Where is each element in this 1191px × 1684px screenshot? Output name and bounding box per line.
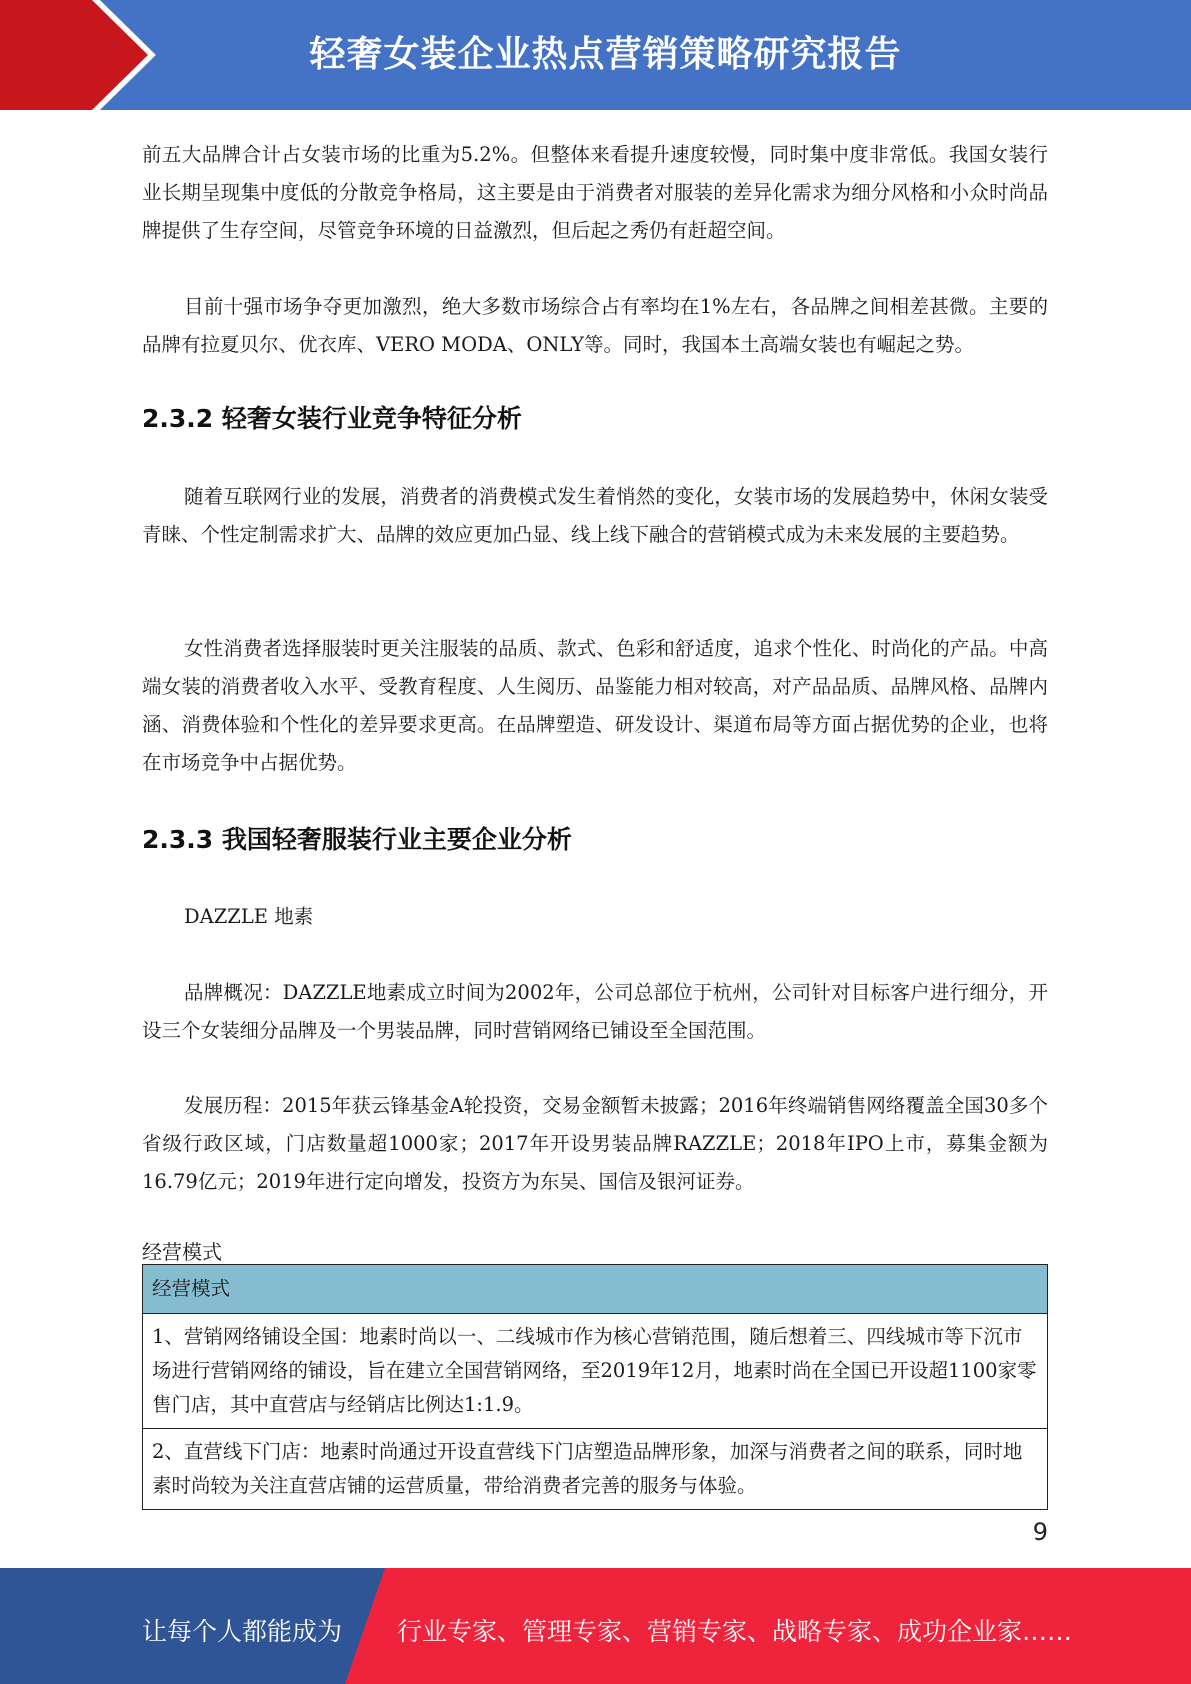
table-row <box>143 1429 1048 1510</box>
paragraph-market-share: 前五大品牌合计占女装市场的比重为5.2%。但整体来看提升速度较慢，同时集中度非常低。我国女装行业长期呈现集中度低的分散竞争格局，这主要是由于消费者对服装的差异化需求为细分风格和小众时尚品牌提供了生存空间，尽管竞争环境的日益激烈，但后起之秀仍有赶超空间。 <box>142 143 1048 242</box>
table-row <box>143 1314 1048 1429</box>
paragraph-consumer-preference: 女性消费者选择服装时更关注服装的品质、款式、色彩和舒适度，追求个性化、时尚化的产品。中高端女装的消费者收入水平、受教育程度、人生阅历、品鉴能力相对较高，对产品品质、品牌风格、品牌内涵、消费体验和个性化的差异要求更高。在品牌塑造、研发设计、渠道布局等方面占据优势的企业，也将在市场竞争中占据优势。 <box>142 637 1048 774</box>
business-model-table <box>142 1264 1048 1510</box>
paragraph-development-history: 发展历程：2015年获云锋基金A轮投资，交易金额暂未披露；2016年终端销售网络覆盖全国30多个省级行政区域，门店数量超1000家；2017年开设男装品牌RAZZLE；2018年IPO上市，募集金额为16.79亿元；2019年进行定向增发，投资方为东吴、国信及银河证券。 <box>142 1094 1048 1193</box>
table-cell: 1、营销网络铺设全国：地素时尚以一、二线城市作为核心营销范围，随后想着三、四线城市等下沉市场进行营销网络的铺设，旨在建立全国营销网络，至2019年12月，地素时尚在全国已开设超1100家零售门店，其中直营店与经销店比例达1:1.9。 <box>143 1314 1048 1429</box>
footer-slogan-left: 让每个人都能成为 <box>142 1617 343 1646</box>
table-header-row <box>143 1265 1048 1314</box>
paragraph-brand-name: DAZZLE 地素 <box>184 905 314 928</box>
page-number: 9 <box>1032 1518 1048 1546</box>
table-header-cell: 经营模式 <box>143 1265 1048 1314</box>
section-heading-2-3-3: 2.3.3 我国轻奢服装行业主要企业分析 <box>142 825 572 854</box>
table-cell: 2、直营线下门店：地素时尚通过开设直营线下门店塑造品牌形象，加深与消费者之间的联系，同时地素时尚较为关注直营店铺的运营质量，带给消费者完善的服务与体验。 <box>143 1429 1048 1510</box>
page-header <box>0 0 1191 110</box>
section-heading-2-3-2: 2.3.2 轻奢女装行业竞争特征分析 <box>142 404 522 433</box>
page-footer <box>0 1568 1191 1684</box>
paragraph-brand-overview: 品牌概况：DAZZLE地素成立时间为2002年，公司总部位于杭州，公司针对目标客户进行细分，开设三个女装细分品牌及一个男装品牌，同时营销网络已铺设至全国范围。 <box>142 981 1048 1042</box>
paragraph-internet-trend: 随着互联网行业的发展，消费者的消费模式发生着悄然的变化，女装市场的发展趋势中，休闲女装受青睐、个性定制需求扩大、品牌的效应更加凸显、线上线下融合的营销模式成为未来发展的主要趋势。 <box>142 485 1048 546</box>
footer-slogan-right: 行业专家、管理专家、营销专家、战略专家、成功企业家…… <box>397 1617 1073 1646</box>
paragraph-top-ten: 目前十强市场争夺更加激烈，绝大多数市场综合占有率均在1%左右，各品牌之间相差甚微。主要的品牌有拉夏贝尔、优衣库、VERO MODA、ONLY等。同时，我国本土高端女装也有崛起之势。 <box>142 295 1048 356</box>
report-title: 轻奢女装企业热点营销策略研究报告 <box>309 34 902 75</box>
table-caption: 经营模式 <box>142 1240 222 1264</box>
